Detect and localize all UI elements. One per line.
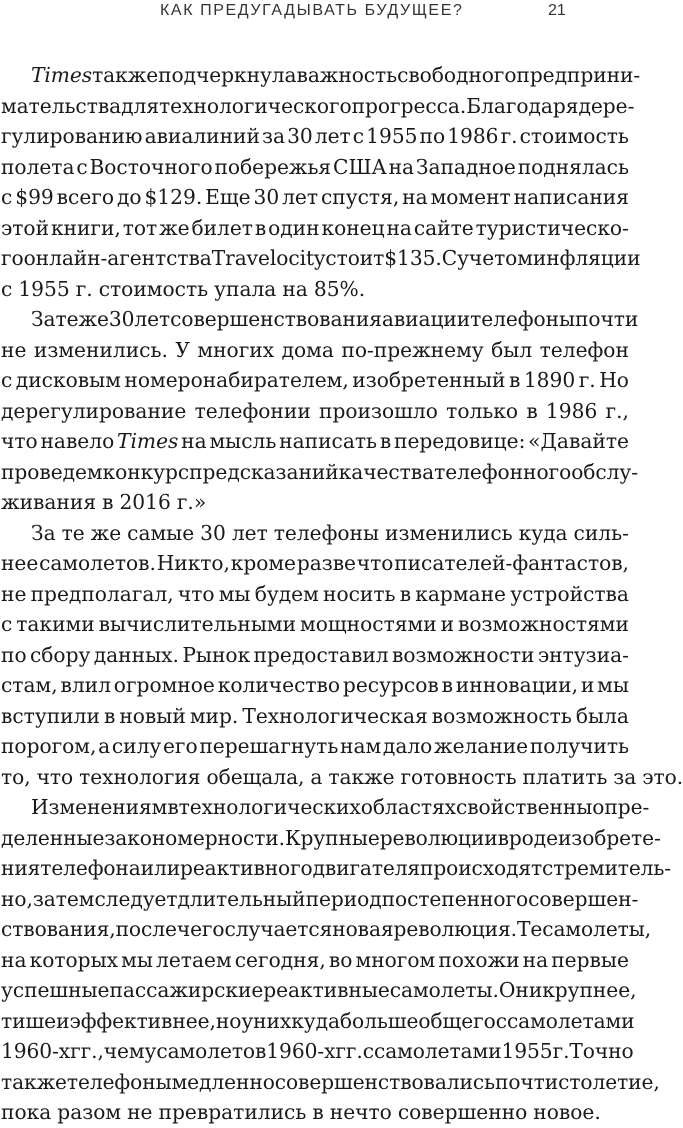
text-line: стам, влил огромное количество ресурсов в инновации, и мы <box>1 673 629 697</box>
running-header-title: КАК ПРЕДУГАДЫВАТЬ БУДУЩЕЕ? <box>160 2 464 19</box>
paragraph <box>0 304 639 518</box>
text-line: Изменениям в технологических областях свойственны опре- <box>31 795 650 819</box>
text-line: не предполагал, что мы будем носить в кармане устройства <box>1 581 629 606</box>
text-line: что навело Times на мысль написать в передовице: «Давайте <box>1 429 629 453</box>
text-line: дерегулирование телефонии произошло только в 1986 г., <box>1 398 629 423</box>
text-line: так же телефоны медленно совершенствовались почти столетие, <box>1 1069 660 1094</box>
text-line: успешные пассажирские реактивные самолеты. Они крупнее, <box>1 978 637 1002</box>
paragraph <box>0 518 683 793</box>
text-line: нее самолетов. Никто, кроме разве что писателей-фантастов, <box>1 551 629 575</box>
running-header <box>0 2 632 26</box>
text-line: За те же самые 30 лет телефоны изменились куда силь- <box>31 520 629 545</box>
text-line: полета с Восточного побережья США на Западное поднялась <box>1 154 629 179</box>
text-line: по сбору данных. Рынок предоставил возможности энтузиа- <box>1 642 629 667</box>
text-line: гулированию авиалиний за 30 лет с 1955 по 1986 г. стоимость <box>1 124 629 148</box>
paragraph <box>0 792 671 1128</box>
text-line: За те же 30 лет совершенствования авиации телефоны почти <box>31 307 639 331</box>
text-line: деленные закономерности. Крупные революции вроде изобрете- <box>1 825 661 850</box>
page-number: 21 <box>548 2 566 19</box>
text-line: этой книги, тот же билет в один конец на сайте туристическо- <box>1 215 629 240</box>
text-line: порогом, а силу его перешагнуть нам дало желание получить <box>1 734 629 758</box>
paragraph <box>0 60 641 304</box>
text-line: вступили в новый мир. Технологическая возможность была <box>1 703 629 728</box>
body-text <box>0 60 683 1128</box>
text-line: не изменились. У многих дома по-прежнему был телефон <box>1 337 629 362</box>
text-line: с $99 всего до $129. Еще 30 лет спустя, на момент написания <box>1 185 629 209</box>
text-line: Times также подчеркнула важность свободного предприни- <box>31 63 641 87</box>
text-line: проведем конкурс предсказаний качества телефонного обслу- <box>1 459 639 484</box>
text-line: мательства для технологического прогресса. Благодаря дере- <box>1 93 635 118</box>
text-line: тише и эффективнее, но у них куда больше общего с самолетами <box>1 1008 635 1033</box>
text-line: то, что технология обещала, а также готовность платить за это. <box>1 764 683 789</box>
text-line: пока разом не превратились в нечто совершенно новое. <box>1 1100 601 1124</box>
text-line: на которых мы летаем сегодня, во многом похожи на первые <box>1 947 629 972</box>
text-line: но, затем следует длительный период постепенного совершен- <box>1 886 639 911</box>
text-line: ния телефона или реактивного двигателя происходят стремитель- <box>1 856 671 880</box>
text-line: с такими вычислительными мощностями и возможностями <box>1 612 629 636</box>
text-line: 1960-х гг., чем у самолетов 1960-х гг. с самолетами 1955 г. Точно <box>1 1039 634 1063</box>
text-line: с 1955 г. стоимость упала на 85%. <box>1 276 366 301</box>
text-line: ствования, после чего случается новая революция. Те самолеты, <box>1 917 652 941</box>
text-line: го онлайн-агентства Travelocity стоит $135. С учетом инфляции <box>1 246 641 270</box>
text-line: живания в 2016 г.» <box>1 490 207 514</box>
text-line: с дисковым номеронабирателем, изобретенный в 1890 г. Но <box>1 368 629 392</box>
